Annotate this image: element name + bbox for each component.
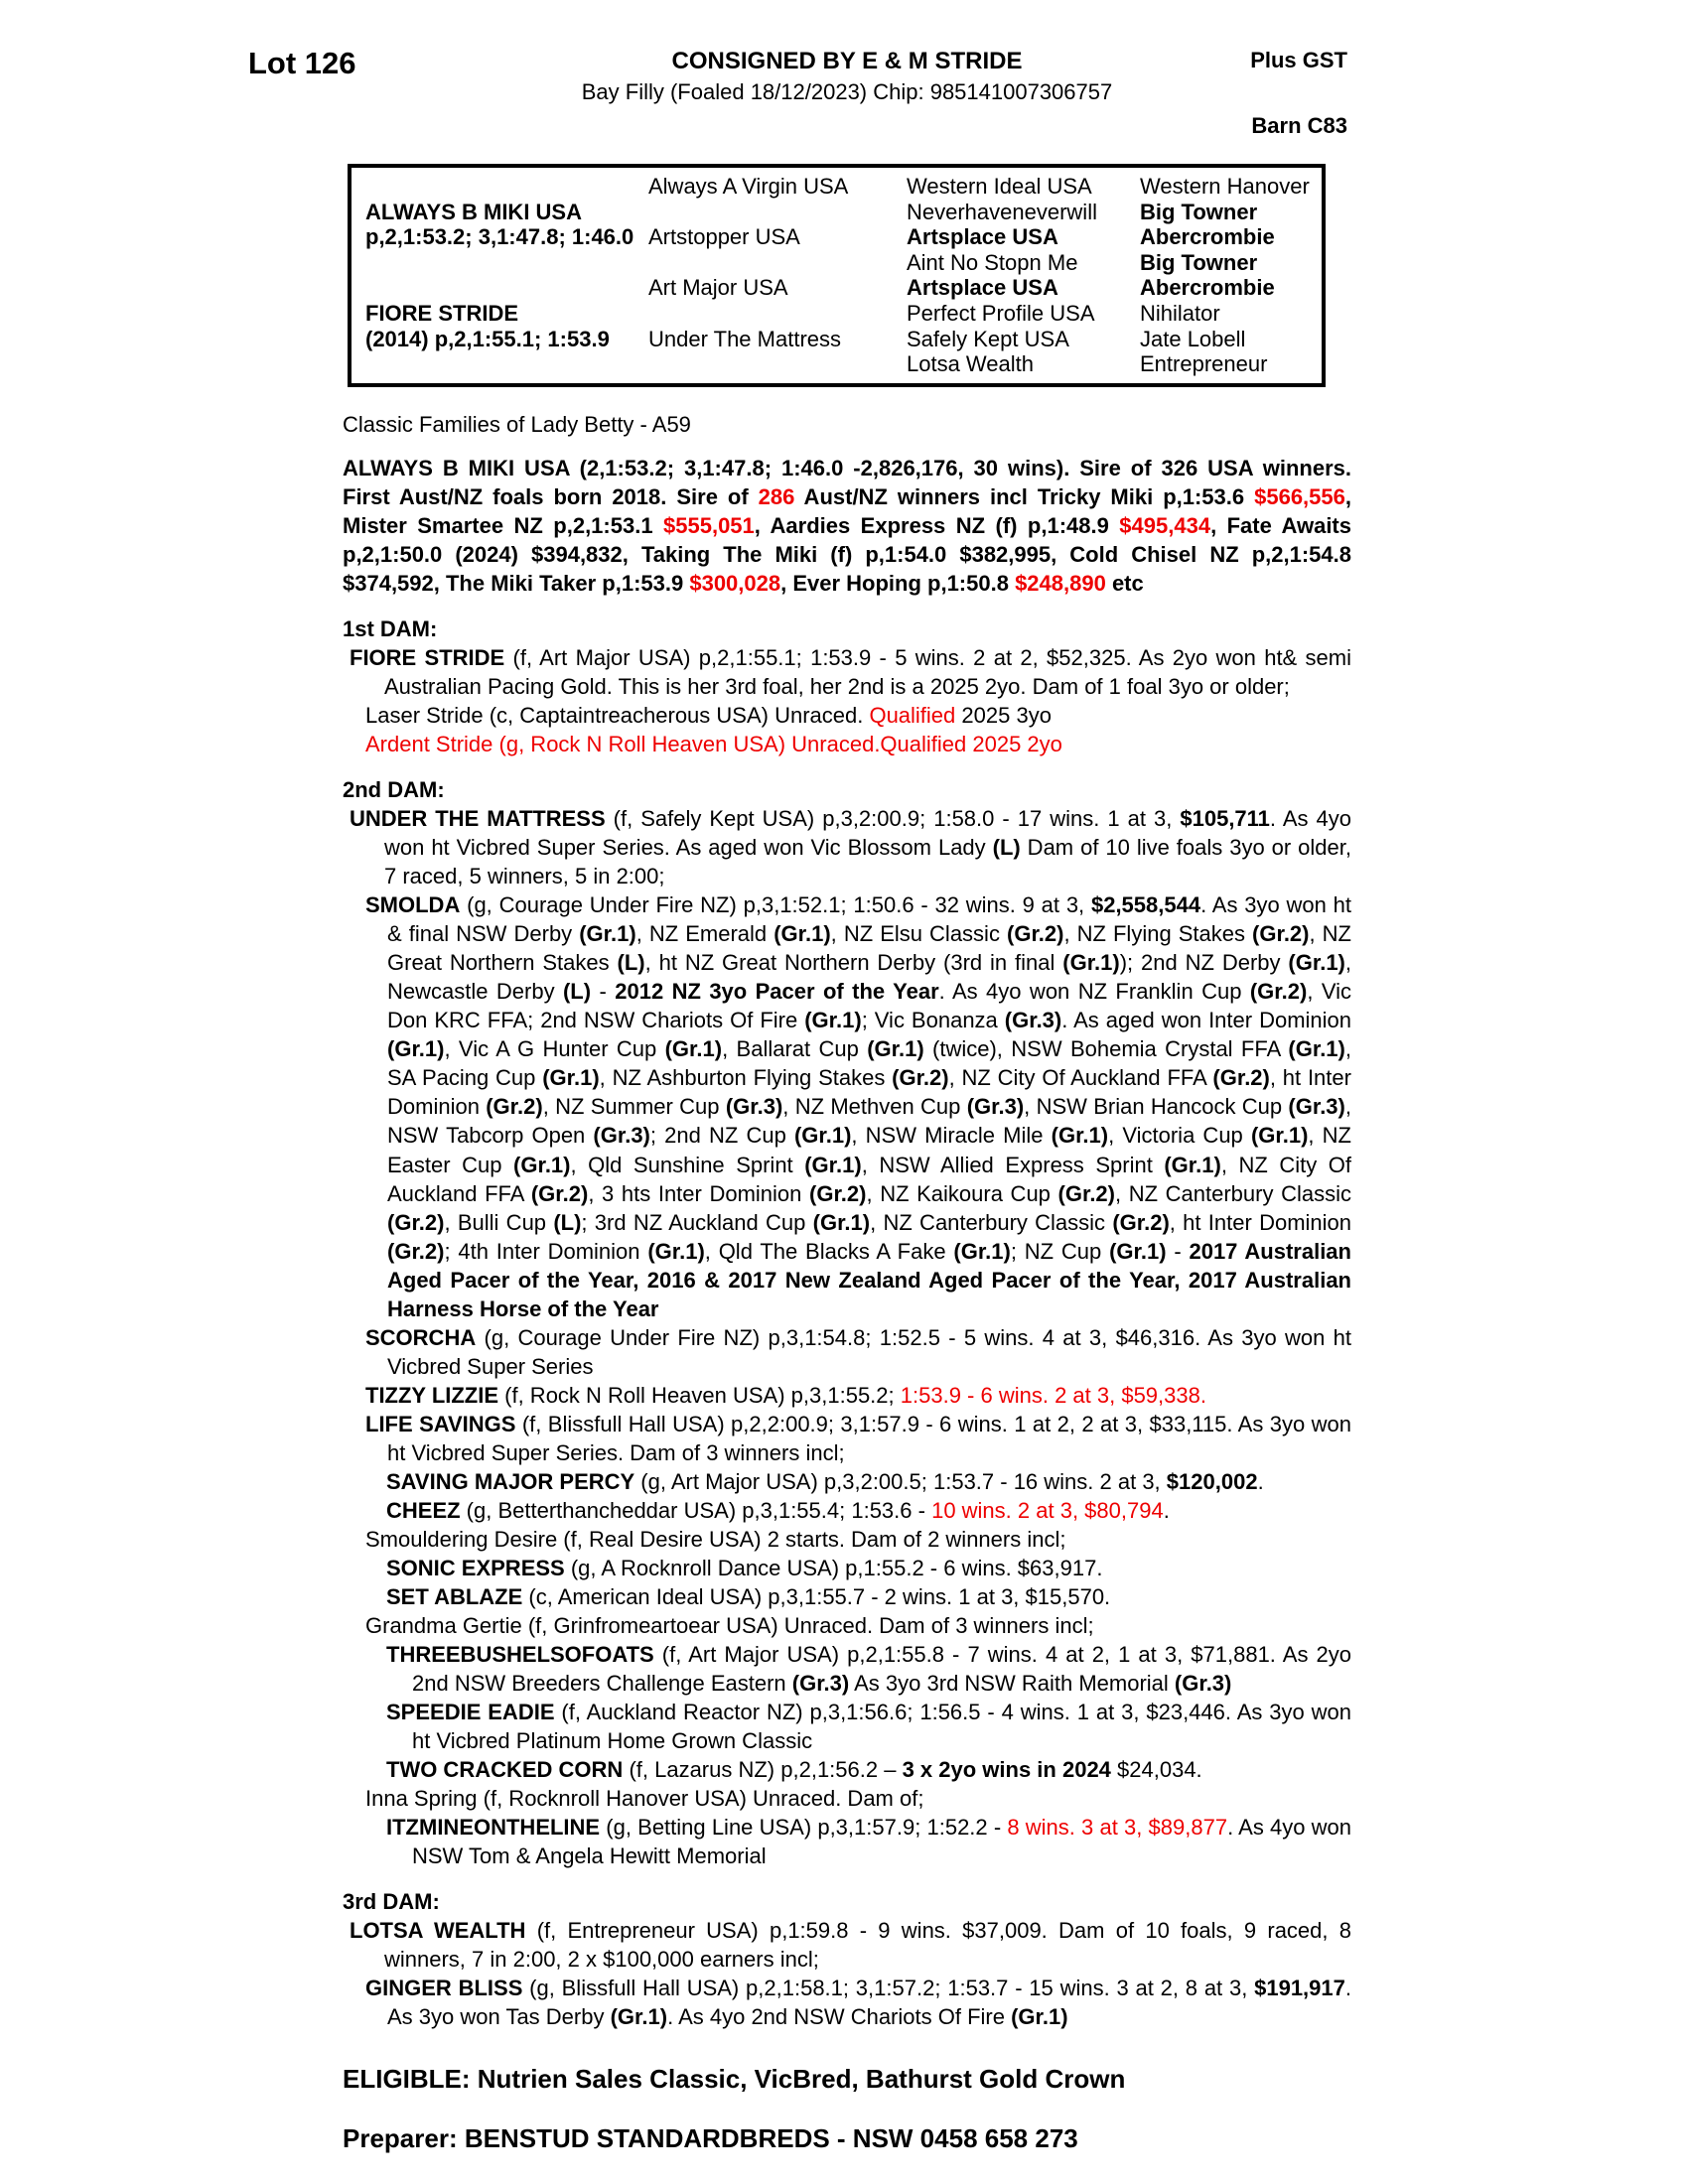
section-heading-3rd-dam: 3rd DAM: [343,1889,440,1915]
pedigree-sire-name: ALWAYS B MIKI USA [365,199,582,224]
family-line: Classic Families of Lady Betty - A59 [343,411,691,437]
dam-entry-inna-spring: Inna Spring (f, Rocknroll Hanover USA) Unraced. Dam of; [365,1786,924,1812]
pedigree-dam-record: (2014) p,2,1:55.1; 1:53.9 [365,326,610,351]
barn-number: Barn C83 [1251,113,1347,138]
pedigree-cell: Big Towner [1140,249,1258,275]
dam-entry-fiore-stride: FIORE STRIDE (f, Art Major USA) p,2,1:55.1; 1:53.9 - 5 wins. 2 at 2, $52,325. As 2yo won ht& semi Australian Pacing Gold. This is her 3rd foal, her 2nd is a 2025 2yo. Dam of 1 foal 3yo or older; [350,644,1351,699]
dam-entry-tizzy-lizzie: TIZZY LIZZIE (f, Rock N Roll Heaven USA) p,3,1:55.2; 1:53.9 - 6 wins. 2 at 3, $59,338. [365,1382,1206,1408]
dam-entry-ginger-bliss: GINGER BLISS (g, Blissfull Hall USA) p,2,1:58.1; 3,1:57.2; 1:53.7 - 15 wins. 3 at 2, 8 at 3, $191,917. As 3yo won Tas Derby (Gr.1). As 4yo 2nd NSW Chariots Of Fire (Gr.1) [365,1976,1351,2030]
dam-entry-itzmineontheline: ITZMINEONTHELINE (g, Betting Line USA) p,3,1:57.9; 1:52.2 - 8 wins. 3 at 3, $89,877. As 4yo won NSW Tom & Angela Hewitt Memorial [386,1815,1352,1869]
dam-entry-grandma-gertie: Grandma Gertie (f, Grinfromeartoear USA) Unraced. Dam of 3 winners incl; [365,1613,1094,1638]
dam-entry-ardent-stride: Ardent Stride (g, Rock N Roll Heaven USA) Unraced.Qualified 2025 2yo [365,732,1062,757]
dam-entry-smolda: SMOLDA (g, Courage Under Fire NZ) p,3,1:52.1; 1:50.6 - 32 wins. 9 at 3, $2,558,544. As 3yo won ht & final NSW Derby (Gr.1), NZ Emerald (Gr.1), NZ Elsu Classic (Gr.2), NZ Flying Stakes (Gr.2), NZ Great Northern Stakes (L), ht NZ Great Northern Derby (3rd in final (Gr.1)); 2nd NZ Derby (Gr.1), Newcastle Derby (L) - 2012 NZ 3yo Pacer of the Year. As 4yo won NZ Franklin Cup (Gr.2), Vic Don KRC FFA; 2nd NSW Chariots Of Fire (Gr.1); Vic Bonanza (Gr.3). As aged won Inter Dominion (Gr.1), Vic A G Hunter Cup (Gr.1), Ballarat Cup (Gr.1) (twice), NSW Bohemia Crystal FFA (Gr.1), SA Pacing Cup (Gr.1), NZ Ashburton Flying Stakes (Gr.2), NZ City Of Auckland FFA (Gr.2), ht Inter Dominion (Gr.2), NZ Summer Cup (Gr.3), NZ Methven Cup (Gr.3), NSW Brian Hancock Cup (Gr.3), NSW Tabcorp Open (Gr.3); 2nd NZ Cup (Gr.1), NSW Miracle Mile (Gr.1), Victoria Cup (Gr.1), NZ Easter Cup (Gr.1), Qld Sunshine Sprint (Gr.1), NSW Allied Express Sprint (Gr.1), NZ City Of Auckland FFA (Gr.2), 3 hts Inter Dominion (Gr.2), NZ Kaikoura Cup (Gr.2), NZ Canterbury Classic (Gr.2), Bulli Cup (L); 3rd NZ Auckland Cup (Gr.1), NZ Canterbury Classic (Gr.2), ht Inter Dominion (Gr.2); 4th Inter Dominion (Gr.1), Qld The Blacks A Fake (Gr.1); NZ Cup (Gr.1) - 2017 Australian Aged Pacer of the Year, 2016 & 2017 New Zealand Aged Pacer of the Year, 2017 Australian Harness Horse of the Year [365,892,1352,1321]
dam-entry-laser-stride: Laser Stride (c, Captaintreacherous USA) Unraced. Qualified 2025 3yo [365,703,1052,729]
pedigree-cell: Neverhaveneverwill [907,199,1097,224]
lot-number: Lot 126 [248,46,356,80]
dam-entry-saving-major-percy: SAVING MAJOR PERCY (g, Art Major USA) p,3,2:00.5; 1:53.7 - 16 wins. 2 at 3, $120,002. [386,1468,1264,1494]
consignor-title: CONSIGNED BY E & M STRIDE [671,48,1023,74]
eligible-line: ELIGIBLE: Nutrien Sales Classic, VicBred, Bathurst Gold Crown [343,2064,1126,2095]
pedigree-cell: Artstopper USA [648,224,800,250]
dam-entry-speedie-eadie: SPEEDIE EADIE (f, Auckland Reactor NZ) p,3,1:56.6; 1:56.5 - 4 wins. 1 at 3, $23,446. As 3yo won ht Vicbred Platinum Home Grown Classic [386,1700,1351,1754]
dam-entry-life-savings: LIFE SAVINGS (f, Blissfull Hall USA) p,2,2:00.9; 3,1:57.9 - 6 wins. 1 at 2, 2 at 3, $33,115. As 3yo won ht Vicbred Super Series. Dam of 3 winners incl; [365,1411,1351,1465]
pedigree-cell: Under The Mattress [648,326,842,351]
section-heading-1st-dam: 1st DAM: [343,615,438,641]
pedigree-cell: Always A Virgin USA [648,174,849,199]
dam-entry-set-ablaze: SET ABLAZE (c, American Ideal USA) p,3,1:55.7 - 2 wins. 1 at 3, $15,570. [386,1583,1111,1609]
pedigree-cell: Nihilator [1140,300,1220,326]
dam-entry-scorcha: SCORCHA (g, Courage Under Fire NZ) p,3,1:54.8; 1:52.5 - 5 wins. 4 at 3, $46,316. As 3yo won ht Vicbred Super Series [365,1324,1351,1379]
pedigree-sire-record: p,2,1:53.2; 3,1:47.8; 1:46.0 [365,224,634,250]
pedigree-cell: Art Major USA [648,275,788,301]
pedigree-cell: Abercrombie [1140,275,1275,301]
pedigree-cell: Perfect Profile USA [907,300,1095,326]
section-heading-2nd-dam: 2nd DAM: [343,777,445,803]
dam-entry-smouldering-desire: Smouldering Desire (f, Real Desire USA) 2 starts. Dam of 2 winners incl; [365,1526,1066,1552]
page-header [248,42,1351,143]
dam-entry-sonic-express: SONIC EXPRESS (g, A Rocknroll Dance USA) p,1:55.2 - 6 wins. $63,917. [386,1555,1103,1580]
pedigree-cell: Jate Lobell [1140,326,1246,351]
plus-gst-label: Plus GST [1250,48,1347,72]
dam-entry-two-cracked-corn: TWO CRACKED CORN (f, Lazarus NZ) p,2,1:56.2 – 3 x 2yo wins in 2024 $24,034. [386,1757,1202,1783]
pedigree-cell: Western Ideal USA [907,174,1092,199]
dam-entry-cheez: CHEEZ (g, Betterthancheddar USA) p,3,1:55.4; 1:53.6 - 10 wins. 2 at 3, $80,794. [386,1497,1170,1523]
header-center [343,42,1351,108]
pedigree-cell: Abercrombie [1140,224,1275,250]
pedigree-cell: Lotsa Wealth [907,351,1035,377]
dam-entry-threebushelsofoats: THREEBUSHELSOFOATS (f, Art Major USA) p,2,1:55.8 - 7 wins. 4 at 2, 1 at 3, $71,881. As 2yo 2nd NSW Breeders Challenge Eastern (Gr.3) As 3yo 3rd NSW Raith Memorial (Gr.3) [386,1642,1351,1697]
pedigree-cell: Safely Kept USA [907,326,1069,351]
pedigree-cell: Western Hanover [1140,174,1310,199]
pedigree-table [348,164,1326,387]
pedigree-cell: Entrepreneur [1140,351,1268,377]
pedigree-cell: Artsplace USA [907,224,1058,250]
sire-summary: ALWAYS B MIKI USA (2,1:53.2; 3,1:47.8; 1:46.0 -2,826,176, 30 wins). Sire of 326 USA winners. First Aust/NZ foals born 2018. Sire of 286 Aust/NZ winners incl Tricky Miki p,1:53.6 $566,556, Mister Smartee NZ p,2,1:53.1 $555,051, Aardies Express NZ (f) p,1:48.9 $495,434, Fate Awaits p,2,1:50.0 (2024) $394,832, Taking The Miki (f) p,1:54.0 $382,995, Cold Chisel NZ p,2,1:54.8 $374,592, The Miki Taker p,1:53.9 $300,028, Ever Hoping p,1:50.8 $248,890 etc [343,455,1351,596]
main-column [248,42,1352,2184]
pedigree-cell: Aint No Stopn Me [907,249,1078,275]
pedigree-cell: Artsplace USA [907,275,1058,301]
dam-entry-under-the-mattress: UNDER THE MATTRESS (f, Safely Kept USA) p,3,2:00.9; 1:58.0 - 17 wins. 1 at 3, $105,711. As 4yo won ht Vicbred Super Series. As aged won Vic Blossom Lady (L) Dam of 10 live foals 3yo or older, 7 raced, 5 winners, 5 in 2:00; [350,806,1351,889]
pedigree-cell: Big Towner [1140,199,1258,224]
pedigree-dam-name: FIORE STRIDE [365,300,519,326]
dam-entry-lotsa-wealth: LOTSA WEALTH (f, Entrepreneur USA) p,1:59.8 - 9 wins. $37,009. Dam of 10 foals, 9 raced, 8 winners, 7 in 2:00, 2 x $100,000 earners incl; [350,1918,1351,1973]
preparer-line: Preparer: BENSTUD STANDARDBREDS - NSW 0458 658 273 [343,2123,1078,2154]
foaling-info: Bay Filly (Foaled 18/12/2023) Chip: 985141007306757 [581,78,1113,104]
